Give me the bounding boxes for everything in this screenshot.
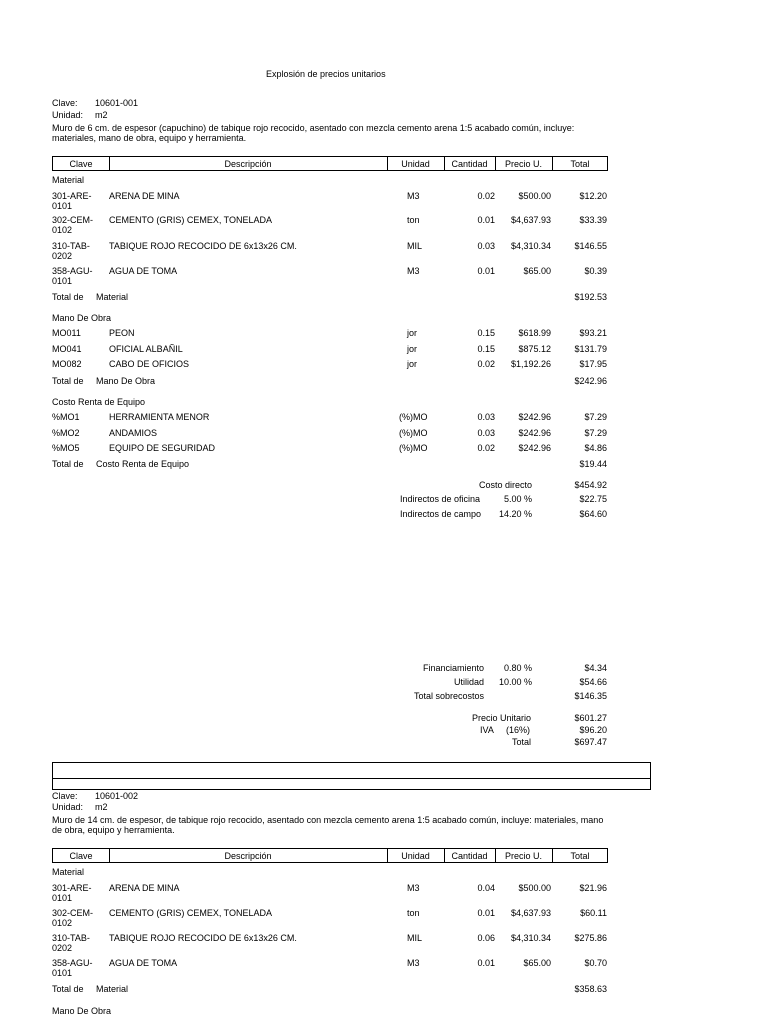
total-sobrecostos-value: $146.35 [574,691,607,701]
header-precio: Precio U. [504,851,542,861]
row-cantidad: 0.03 [477,412,495,422]
row-cantidad: 0.15 [477,344,495,354]
page-title: Explosión de precios unitarios [266,69,386,79]
row-precio: $500.00 [518,883,551,893]
subtotal-name: Material [96,292,129,302]
subtotal-value: $192.53 [574,292,607,302]
section-title-equipo: Costo Renta de Equipo [52,397,146,407]
subtotal-name: Costo Renta de Equipo [96,459,190,469]
table-header [52,848,608,863]
row-cantidad: 0.15 [477,328,495,338]
iva-value: $96.20 [579,725,607,735]
row-precio: $4,637.93 [510,908,551,918]
total-de-label: Total de [52,292,84,302]
costo-directo-label: Costo directo [478,480,532,490]
utilidad-pct: 10.00 % [498,677,532,687]
financiamiento-pct: 0.80 % [503,663,532,673]
row-clave: 301-ARE- [52,883,92,893]
row-precio: $65.00 [523,958,551,968]
header-total: Total [570,159,590,169]
row-cantidad: 0.02 [477,443,495,453]
header-clave: Clave [69,159,93,169]
row-precio: $242.96 [518,443,551,453]
row-clave: MO041 [52,344,82,354]
row-unidad: M3 [407,266,420,276]
row-clave-2: 0101 [52,201,73,211]
header-descripcion: Descripción [224,159,272,169]
precio-unitario-value: $601.27 [574,713,607,723]
row-total: $60.11 [580,908,607,918]
row-unidad: jor [407,344,418,354]
row-precio: $242.96 [518,428,551,438]
row-clave: 302-CEM- [52,908,94,918]
row-clave: MO011 [52,328,81,338]
row-cantidad: 0.01 [477,266,495,276]
section-title-mano-de-obra: Mano De Obra [52,1006,112,1016]
row-total: $275.86 [574,933,607,943]
row-cantidad: 0.02 [477,359,495,369]
row-descripcion: CEMENTO (GRIS) CEMEX, TONELADA [109,215,273,225]
row-total: $131.79 [574,344,607,354]
row-total: $17.95 [579,359,607,369]
header-cantidad: Cantidad [451,851,488,861]
indirectos-oficina-value: $22.75 [579,494,607,504]
row-unidad: M3 [407,883,420,893]
row-total: $21.96 [579,883,607,893]
row-clave: MO082 [52,359,82,369]
row-descripcion: AGUA DE TOMA [109,266,178,276]
row-unidad: ton [407,908,420,918]
grand-total-value: $697.47 [574,737,607,747]
grand-total-label: Total [511,737,531,747]
row-precio: $65.00 [523,266,551,276]
section-title-material: Material [52,175,85,185]
row-total: $0.39 [584,266,607,276]
row-descripcion: ARENA DE MINA [109,883,180,893]
clave-value: 10601-002 [95,791,139,801]
total-de-label: Total de [52,376,84,386]
costo-directo-value: $454.92 [574,480,607,490]
row-unidad: jor [407,359,418,369]
subtotal-name: Mano De Obra [96,376,156,386]
row-clave: 358-AGU- [52,266,93,276]
total-de-label: Total de [52,984,84,994]
header-precio: Precio U. [504,159,542,169]
unidad-label: Unidad: [52,802,84,812]
clave-label: Clave: [52,98,78,108]
row-unidad: M3 [407,191,420,201]
row-descripcion: OFICIAL ALBAÑIL [109,344,183,354]
row-precio: $4,637.93 [510,215,551,225]
table-header [52,156,608,171]
row-clave-2: 0202 [52,251,73,261]
row-descripcion: CABO DE OFICIOS [109,359,190,369]
row-clave: %MO5 [52,443,80,453]
row-clave: 310-TAB- [52,933,90,943]
row-descripcion: TABIQUE ROJO RECOCIDO DE 6x13x26 CM. [109,241,297,251]
header-unidad: Unidad [401,159,430,169]
row-precio: $4,310.34 [510,933,551,943]
row-clave: 310-TAB- [52,241,90,251]
row-clave-2: 0101 [52,276,73,286]
row-descripcion: PEON [109,328,135,338]
row-descripcion: CEMENTO (GRIS) CEMEX, TONELADA [109,908,273,918]
row-cantidad: 0.02 [477,191,495,201]
item-description-line2: materiales, mano de obra, equipo y herramienta. [52,133,247,143]
row-total: $12.20 [579,191,607,201]
row-unidad: MIL [407,933,423,943]
row-descripcion: EQUIPO DE SEGURIDAD [109,443,216,453]
header-clave: Clave [69,851,93,861]
row-unidad: jor [407,328,418,338]
unidad-label: Unidad: [52,110,84,120]
row-total: $0.70 [584,958,607,968]
total-de-label: Total de [52,459,84,469]
row-total: $33.39 [579,215,607,225]
row-total: $4.86 [584,443,607,453]
row-clave: 358-AGU- [52,958,93,968]
row-precio: $1,192.26 [510,359,551,369]
unidad-value: m2 [95,802,108,812]
row-descripcion: ANDAMIOS [109,428,158,438]
row-clave: %MO1 [52,412,80,422]
indirectos-campo-label: Indirectos de campo [400,509,482,519]
section-title-material: Material [52,867,85,877]
unidad-value: m2 [95,110,108,120]
row-clave-2: 0202 [52,943,73,953]
row-clave-2: 0101 [52,893,73,903]
row-cantidad: 0.03 [477,428,495,438]
header-cantidad: Cantidad [451,159,488,169]
item-description-line1: Muro de 6 cm. de espesor (capuchino) de tabique rojo recocido, asentado con mezcla cemento arena 1:5 acabado común, incluye: [52,123,575,133]
row-unidad: (%)MO [399,412,428,422]
row-total: $146.55 [574,241,607,251]
row-descripcion: ARENA DE MINA [109,191,180,201]
row-precio: $875.12 [518,344,551,354]
row-descripcion: TABIQUE ROJO RECOCIDO DE 6x13x26 CM. [109,933,297,943]
utilidad-value: $54.66 [579,677,607,687]
item-description-line2: de obra, equipo y herramienta. [52,825,175,835]
utilidad-label: Utilidad [453,677,484,687]
row-clave-2: 0102 [52,225,73,235]
row-cantidad: 0.01 [477,958,495,968]
row-clave: %MO2 [52,428,80,438]
iva-label: IVA [480,725,494,735]
total-sobrecostos-label: Total sobrecostos [413,691,484,701]
row-clave-2: 0101 [52,968,73,978]
row-precio: $242.96 [518,412,551,422]
row-cantidad: 0.01 [477,908,495,918]
clave-label: Clave: [52,791,78,801]
header-unidad: Unidad [401,851,430,861]
row-total: $7.29 [584,412,607,422]
subtotal-name: Material [96,984,129,994]
row-unidad: (%)MO [399,443,428,453]
row-clave: 302-CEM- [52,215,94,225]
row-clave: 301-ARE- [52,191,92,201]
row-precio: $500.00 [518,191,551,201]
row-cantidad: 0.03 [477,241,495,251]
iva-pct: (16%) [506,725,531,735]
separator-box [52,762,651,779]
financiamiento-label: Financiamiento [422,663,484,673]
financiamiento-value: $4.34 [584,663,607,673]
subtotal-value: $358.63 [574,984,607,994]
clave-value: 10601-001 [95,98,139,108]
indirectos-oficina-pct: 5.00 % [503,494,532,504]
item-description-line1: Muro de 14 cm. de espesor, de tabique rojo recocido, asentado con mezcla cemento arena 1:5 acabado común, incluye: materiales, mano [52,815,604,825]
indirectos-campo-value: $64.60 [579,509,607,519]
section-title-mano-de-obra: Mano De Obra [52,313,112,323]
row-clave-2: 0102 [52,918,73,928]
separator-box [52,778,651,790]
row-cantidad: 0.01 [477,215,495,225]
row-descripcion: HERRAMIENTA MENOR [109,412,210,422]
row-precio: $618.99 [518,328,551,338]
indirectos-campo-pct: 14.20 % [498,509,532,519]
row-unidad: (%)MO [399,428,428,438]
precio-unitario-label: Precio Unitario [471,713,531,723]
row-total: $93.21 [579,328,607,338]
row-descripcion: AGUA DE TOMA [109,958,178,968]
row-total: $7.29 [584,428,607,438]
row-cantidad: 0.06 [477,933,495,943]
row-precio: $4,310.34 [510,241,551,251]
header-total: Total [570,851,590,861]
row-unidad: MIL [407,241,423,251]
subtotal-value: $19.44 [579,459,607,469]
row-unidad: ton [407,215,420,225]
header-descripcion: Descripción [224,851,272,861]
row-unidad: M3 [407,958,420,968]
row-cantidad: 0.04 [477,883,495,893]
subtotal-value: $242.96 [574,376,607,386]
indirectos-oficina-label: Indirectos de oficina [400,494,481,504]
